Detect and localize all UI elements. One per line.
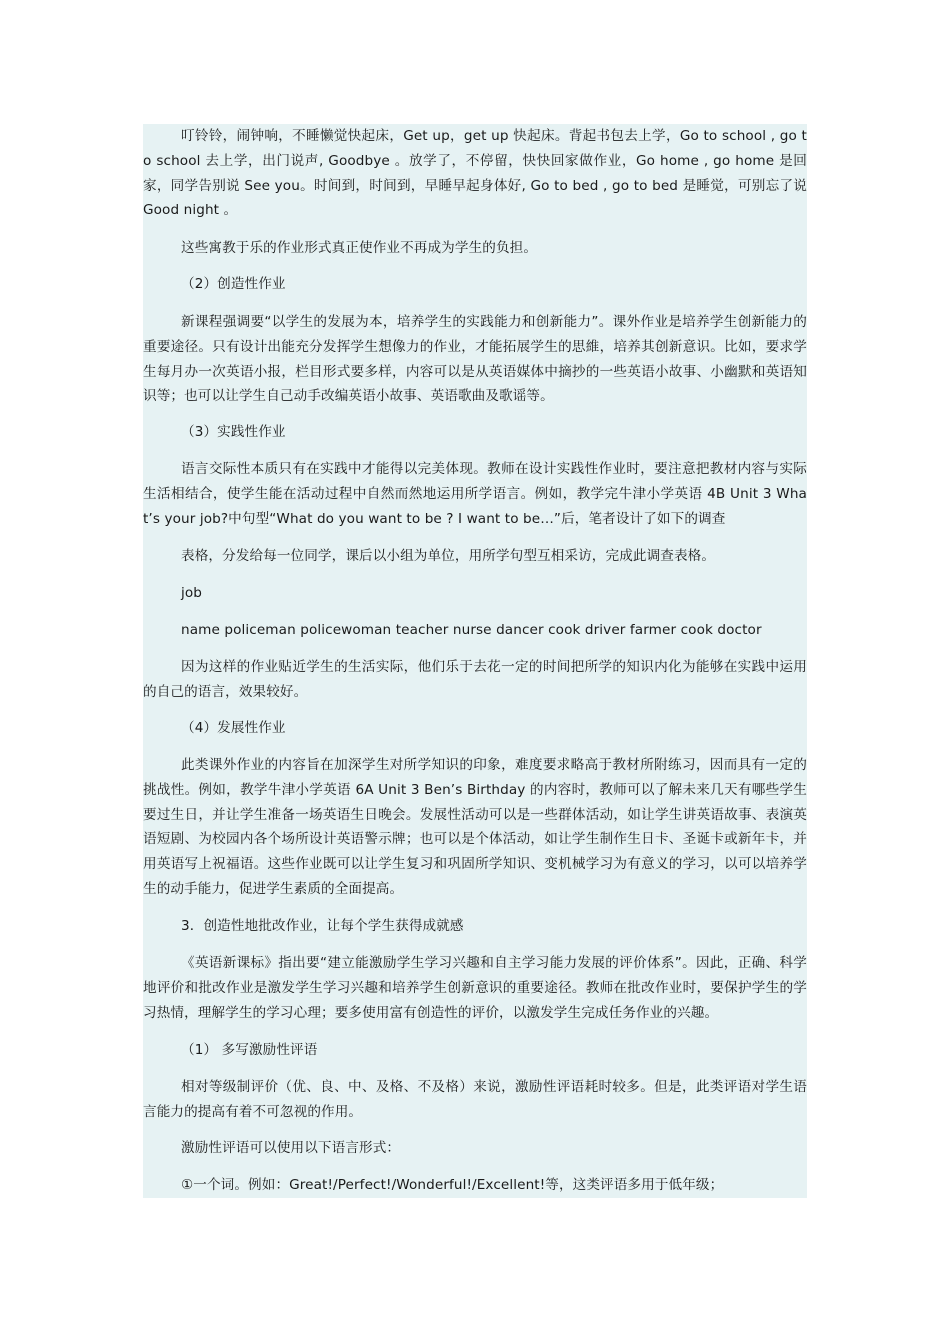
body-paragraph: 相对等级制评价（优、良、中、及格、不及格）来说，激励性评语耗时较多。但是，此类评语对学生语言能力的提高有着不可忽视的作用。	[143, 1079, 807, 1120]
rhyme-paragraph: 叮铃铃，闹钟响，不睡懒觉快起床，Get up，get up 快起床。背起书包去上学，Go to school , go to school 去上学，出门说声, Goodbye 。放学了，不停留，快快回家做作业，Go home , go home 是回家，同学告别说 See you。时间到，时间到，早睡早起身体好, Go to bed , go to bed 是睡觉，可别忘了说 Good night 。	[143, 128, 807, 219]
body-paragraph: 新课程强调要“以学生的发展为本，培养学生的实践能力和创新能力”。课外作业是培养学生创新能力的重要途径。只有设计出能充分发挥学生想像力的作业，才能拓展学生的思維，培养其创新意识。比如，要求学生每月办一次英语小报，栏目形式要多样，内容可以是从英语媒体中摘抄的一些英语小故事、小幽默和英语知识等；也可以让学生自己动手改编英语小故事、英语歌曲及歌谣等。	[143, 314, 807, 405]
body-paragraph: 语言交际性本质只有在实践中才能得以完美体现。教师在设计实践性作业时，要注意把教材内容与实际生活相结合，使学生能在活动过程中自然而然地运用所学语言。例如，教学完牛津小学英语 4B Unit 3 What’s your job?中句型“What do you want to be ? I want to be…”后，笔者设计了如下的调查	[143, 461, 807, 527]
list-item: ①一个词。例如：Great!/Perfect!/Wonderful!/Excellent!等，这类评语多用于低年级；	[181, 1177, 724, 1193]
section-heading: （4）发展性作业	[181, 720, 286, 736]
section-heading: 3．创造性地批改作业，让每个学生获得成就感	[181, 918, 464, 934]
section-heading: （2）创造性作业	[181, 276, 286, 292]
body-paragraph: 因为这样的作业贴近学生的生活实际，他们乐于去花一定的时间把所学的知识内化为能够在实践中运用的自己的语言，效果较好。	[143, 659, 807, 700]
body-paragraph: 《英语新课标》指出要“建立能激励学生学习兴趣和自主学习能力发展的评价体系”。因此，正确、科学地评价和批改作业是激发学生学习兴趣和培养学生创新意识的重要途径。教师在批改作业时，要保护学生的学习热情，理解学生的学习心理；要多使用富有创造性的评价，以激发学生完成任务作业的兴趣。	[143, 955, 807, 1021]
section-heading: （1） 多写激励性评语	[181, 1042, 318, 1058]
body-paragraph: 此类课外作业的内容旨在加深学生对所学知识的印象，难度要求略高于教材所附练习，因而具有一定的挑战性。例如，教学牛津小学英语 6A Unit 3 Ben’s Birthday 的内容时，教师可以了解未来几天有哪些学生要过生日，并让学生准备一场英语生日晚会。发展性活动可以是一些群体活动，如让学生讲英语故事、表演英语短剧、为校园内各个场所设计英语警示牌；也可以是个体活动，如让学生制作生日卡、圣诞卡或新年卡，并用英语写上祝福语。这些作业既可以让学生复习和巩固所学知识、变机械学习为有意义的学习，以可以培养学生的动手能力，促进学生素质的全面提高。	[143, 757, 807, 897]
body-paragraph: 激励性评语可以使用以下语言形式：	[181, 1140, 401, 1156]
section-heading: （3）实践性作业	[181, 424, 286, 440]
body-paragraph: 表格，分发给每一位同学，课后以小组为单位，用所学句型互相采访，完成此调查表格。	[181, 548, 716, 564]
table-row: name policeman policewoman teacher nurse dancer cook driver farmer cook doctor	[181, 622, 762, 638]
body-paragraph: 这些寓教于乐的作业形式真正使作业不再成为学生的负担。	[181, 240, 538, 256]
table-label: job	[181, 585, 203, 601]
